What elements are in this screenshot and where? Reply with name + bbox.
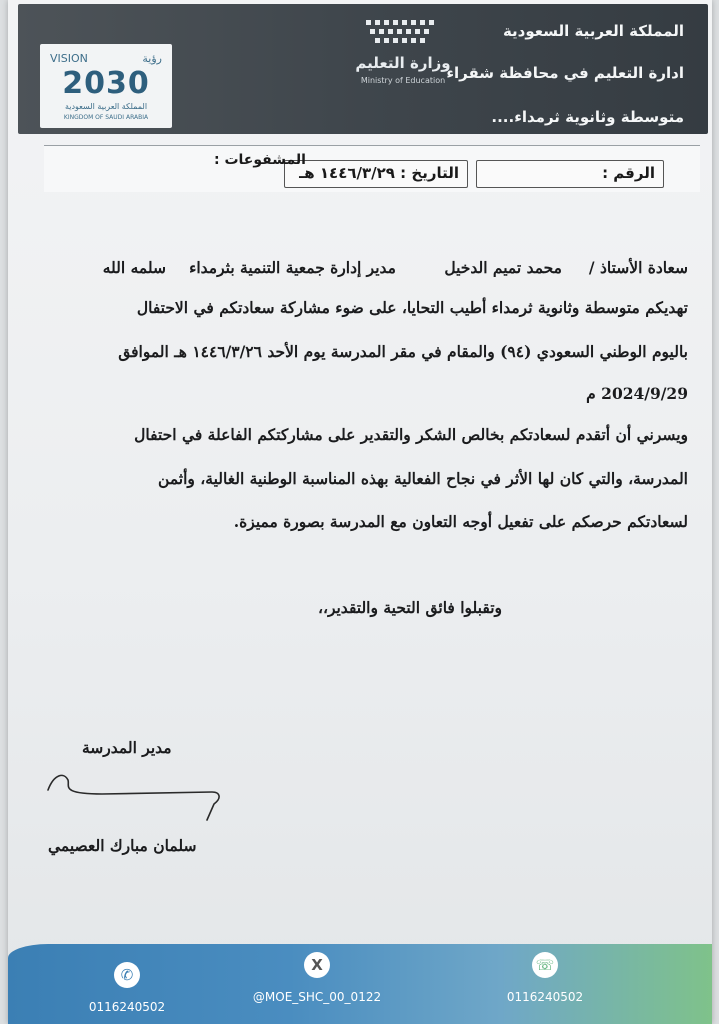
footer-x (232, 952, 402, 1004)
paragraph1-line3: 2024/9/29 م (586, 384, 688, 403)
vision-year: 2030 (62, 66, 150, 101)
reference-bar (44, 145, 700, 192)
paragraph2-line1: ويسرني أن أتقدم لسعادتكم بخالص الشكر والتقدير على مشاركتكم الفاعلة في احتفال (134, 425, 688, 444)
kingdom-name: المملكة العربية السعودية (502, 22, 684, 40)
recipient-position: مدير إدارة جمعية التنمية بثرمداء (189, 258, 396, 277)
closing-line: وتقبلوا فائق التحية والتقدير،، (317, 598, 502, 617)
footer-contact-bar (8, 944, 712, 1024)
whatsapp-icon: ☏ (532, 952, 558, 978)
moe-logo-icon (348, 16, 458, 54)
vision-ar-label: رؤية (142, 52, 162, 65)
paragraph1-line1: تهديكم متوسطة وثانوية ثرمداء أطيب التحايا، على ضوء مشاركة سعادتكم في الاحتفال (136, 298, 688, 317)
school-name-dots: .... (491, 108, 515, 126)
vision-2030-logo-icon (40, 44, 172, 128)
salutation-title: سعادة الأستاذ / (588, 258, 688, 277)
recipient-name: محمد تميم الدخيل (444, 258, 562, 277)
ministry-name-en: Ministry of Education (360, 76, 446, 85)
reference-number-label: الرقم : (602, 164, 655, 182)
vision-sub-ar: المملكة العربية السعودية (64, 102, 148, 111)
paragraph1-line2: باليوم الوطني السعودي (٩٤) والمقام في مقر المدرسة يوم الأحد ١٤٤٦/٣/٢٦ هـ الموافق (118, 342, 688, 361)
paragraph2-line2: المدرسة، والتي كان لها الأثر في نجاح الفعالية بهذه المناسبة الوطنية الغالية، وأثمن (158, 469, 688, 488)
moe-logo (348, 16, 458, 96)
x-icon: X (304, 952, 330, 978)
date-label: التاريخ : ١٤٤٦/٣/٢٩ هـ (299, 164, 459, 182)
vision-en-label: VISION (50, 52, 88, 65)
letter-page (8, 0, 712, 1024)
greeting-closing: سلمه الله (102, 258, 166, 277)
school-name: متوسطة وثانوية ثرمداء (514, 108, 684, 126)
signature-icon (42, 768, 232, 828)
whatsapp-number: 0116240502 (506, 990, 584, 1004)
school-name-line (491, 108, 684, 126)
signer-title: مدير المدرسة (82, 738, 172, 757)
phone-icon: ✆ (114, 962, 140, 988)
department-name: ادارة التعليم في محافظة شقراء (446, 64, 684, 82)
paragraph2-line3: لسعادتكم حرصكم على تفعيل أوجه التعاون مع المدرسة بصورة مميزة. (233, 512, 688, 531)
signer-name: سلمان مبارك العصيمي (48, 836, 197, 855)
footer-phone (72, 962, 182, 1014)
attachments-label: المشفوعات : (214, 152, 306, 168)
vision-sub-en: KINGDOM OF SAUDI ARABIA (63, 114, 149, 121)
ministry-name-ar: وزارة التعليم (355, 54, 451, 72)
letterhead (18, 4, 708, 134)
date-field (284, 160, 468, 188)
footer-whatsapp (490, 952, 600, 1004)
x-handle: @MOE_SHC_00_0122 (252, 990, 382, 1004)
phone-number: 0116240502 (88, 1000, 166, 1014)
reference-number-field (476, 160, 664, 188)
